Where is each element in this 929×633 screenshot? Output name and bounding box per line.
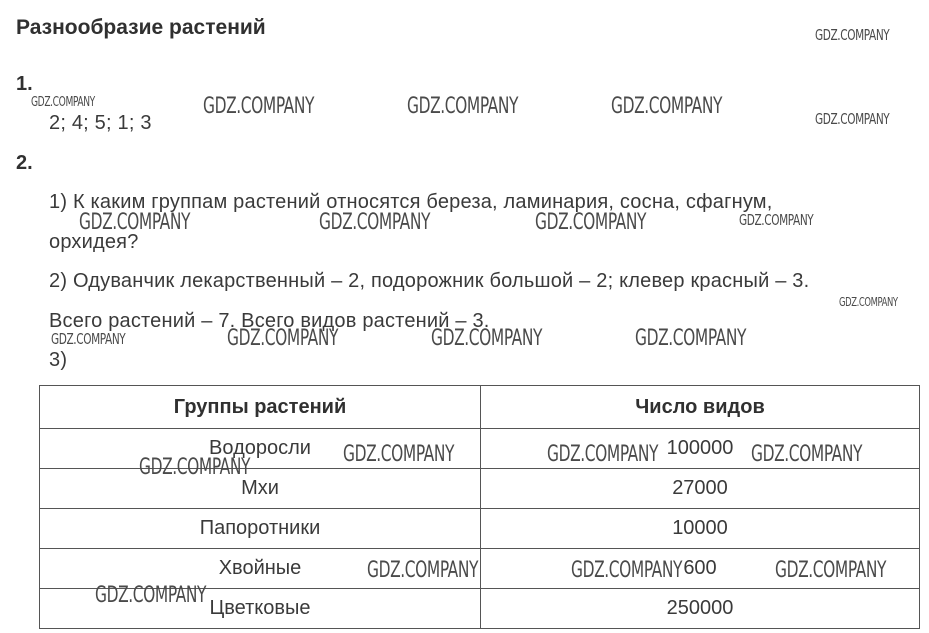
watermark: GDZ.COMPANY — [227, 326, 339, 351]
table-header-groups: Группы растений — [40, 386, 481, 429]
watermark: GDZ.COMPANY — [815, 26, 890, 44]
watermark: GDZ.COMPANY — [751, 442, 863, 467]
watermark: GDZ.COMPANY — [775, 558, 887, 583]
table-header-row — [40, 386, 920, 429]
watermark: GDZ.COMPANY — [407, 94, 519, 119]
task-2-question-1-line-1: 1) К каким группам растений относятся береза, ламинария, сосна, сфагнум, — [49, 191, 773, 213]
watermark: GDZ.COMPANY — [31, 95, 95, 110]
task-1-number: 1. — [16, 73, 33, 95]
watermark: GDZ.COMPANY — [139, 455, 251, 480]
watermark: GDZ.COMPANY — [635, 326, 747, 351]
watermark: GDZ.COMPANY — [839, 295, 898, 309]
table-cell-group: Папоротники — [40, 509, 481, 549]
watermark: GDZ.COMPANY — [535, 210, 647, 235]
table-cell-count: 600 — [481, 549, 920, 589]
table-cell-count: 250000 — [481, 589, 920, 629]
table-cell-group: Хвойные — [40, 549, 481, 589]
table-cell-count: 27000 — [481, 469, 920, 509]
table-cell-group: Водоросли — [40, 429, 481, 469]
table-cell-count: 10000 — [481, 509, 920, 549]
watermark: GDZ.COMPANY — [431, 326, 543, 351]
watermark: GDZ.COMPANY — [95, 583, 207, 608]
watermark: GDZ.COMPANY — [343, 442, 455, 467]
watermark: GDZ.COMPANY — [367, 558, 479, 583]
task-2-question-3-label: 3) — [49, 349, 68, 371]
watermark: GDZ.COMPANY — [319, 210, 431, 235]
watermark: GDZ.COMPANY — [51, 330, 126, 348]
watermark: GDZ.COMPANY — [815, 110, 890, 128]
table-header-species-count: Число видов — [481, 386, 920, 429]
watermark: GDZ.COMPANY — [547, 442, 659, 467]
task-2-question-2-total: Всего растений – 7. Всего видов растений – 3. — [49, 310, 490, 332]
table-cell-group: Мхи — [40, 469, 481, 509]
table-row — [40, 509, 920, 549]
watermark: GDZ.COMPANY — [203, 94, 315, 119]
table-cell-count: 100000 — [481, 429, 920, 469]
task-2-question-2-line: 2) Одуванчик лекарственный – 2, подорожник большой – 2; клевер красный – 3. — [49, 270, 810, 292]
table-cell-group: Цветковые — [40, 589, 481, 629]
watermark: GDZ.COMPANY — [739, 211, 814, 229]
watermark: GDZ.COMPANY — [611, 94, 723, 119]
page-title: Разнообразие растений — [16, 16, 266, 39]
task-1-answer: 2; 4; 5; 1; 3 — [49, 112, 152, 134]
task-2-question-1-line-2: орхидея? — [49, 231, 139, 253]
watermark: GDZ.COMPANY — [79, 210, 191, 235]
task-2-number: 2. — [16, 152, 33, 174]
watermark: GDZ.COMPANY — [571, 558, 683, 583]
